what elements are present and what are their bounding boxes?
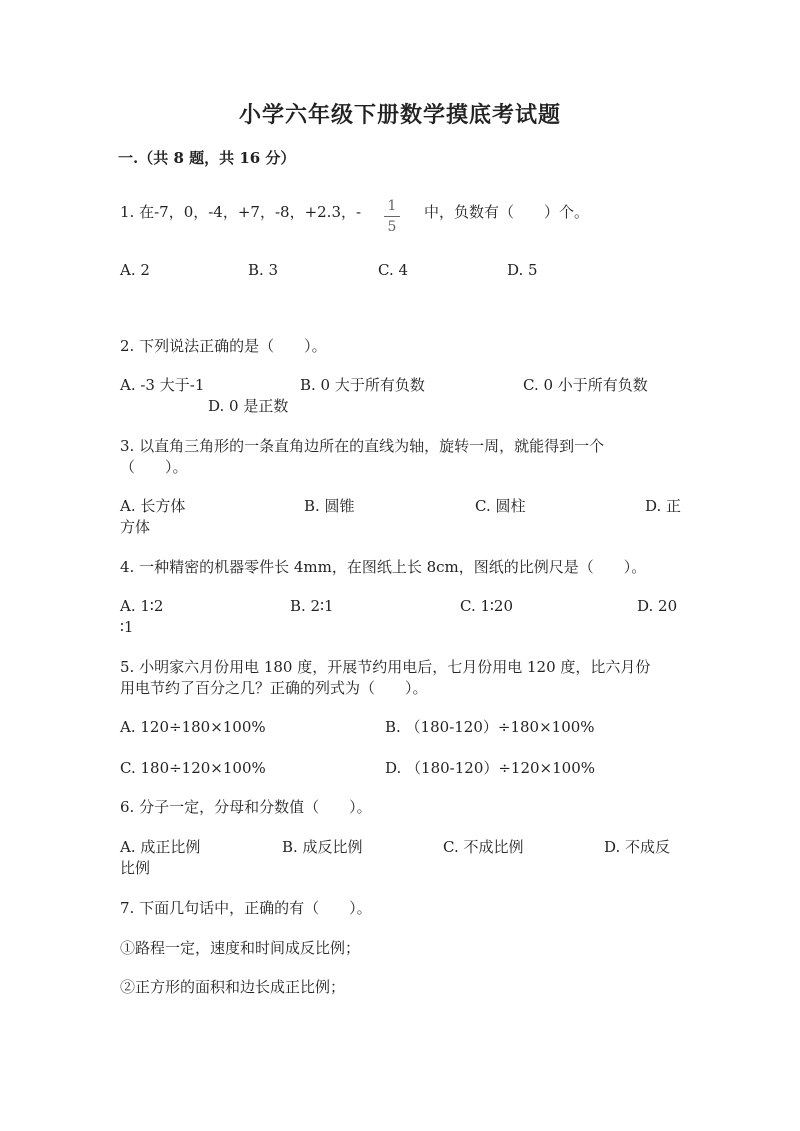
q4-option-d[interactable]: D. 20 bbox=[637, 597, 678, 615]
q1-fraction-numerator: 1 bbox=[387, 198, 397, 214]
q6-option-d-wrap: 比例 bbox=[120, 859, 151, 877]
q6-option-d[interactable]: D. 不成反 bbox=[604, 838, 671, 856]
q6-option-b[interactable]: B. 成反比例 bbox=[282, 838, 363, 856]
q3-stem-line2: （ ）。 bbox=[120, 458, 188, 476]
q1-option-b[interactable]: B. 3 bbox=[248, 261, 279, 279]
q1-fraction bbox=[382, 198, 402, 235]
section-heading: 一.（共 8 题，共 16 分） bbox=[118, 149, 296, 167]
fraction-bar bbox=[384, 216, 400, 217]
q3-option-d[interactable]: D. 正 bbox=[645, 497, 682, 515]
q3-option-d-wrap: 方体 bbox=[120, 518, 151, 536]
q5-option-d[interactable]: D. （180-120）÷120×100% bbox=[385, 759, 596, 777]
q2-option-d[interactable]: D. 0 是正数 bbox=[208, 397, 289, 415]
q5-option-c[interactable]: C. 180÷120×100% bbox=[120, 759, 266, 777]
q6-option-c[interactable]: C. 不成比例 bbox=[443, 838, 524, 856]
q4-stem: 4. 一种精密的机器零件长 4mm，在图纸上长 8cm，图纸的比例尺是（ ）。 bbox=[120, 558, 647, 576]
q5-option-b[interactable]: B. （180-120）÷180×100% bbox=[385, 718, 595, 736]
q4-option-d-wrap: ∶1 bbox=[120, 618, 134, 636]
q3-option-c[interactable]: C. 圆柱 bbox=[475, 497, 526, 515]
q1-stem-tail: 中，负数有（ ）个。 bbox=[424, 203, 590, 221]
q6-stem: 6. 分子一定，分母和分数值（ ）。 bbox=[120, 798, 372, 816]
q6-option-a[interactable]: A. 成正比例 bbox=[120, 838, 201, 856]
q1-option-c[interactable]: C. 4 bbox=[378, 261, 409, 279]
q1-option-a[interactable]: A. 2 bbox=[120, 261, 150, 279]
q4-option-c[interactable]: C. 1∶20 bbox=[460, 597, 514, 615]
q2-stem: 2. 下列说法正确的是（ ）。 bbox=[120, 337, 327, 355]
page-title: 小学六年级下册数学摸底考试题 bbox=[238, 102, 561, 128]
q5-stem-line2: 用电节约了百分之几？正确的列式为（ ）。 bbox=[120, 679, 428, 697]
q1-stem: 1. 在-7，0，-4，+7，-8，+2.3，- bbox=[120, 203, 362, 221]
q7-item-2: ②正方形的面积和边长成正比例； bbox=[120, 978, 346, 996]
q2-option-c[interactable]: C. 0 小于所有负数 bbox=[523, 376, 648, 394]
q3-option-a[interactable]: A. 长方体 bbox=[120, 497, 186, 515]
q1-option-d[interactable]: D. 5 bbox=[507, 261, 538, 279]
q4-option-b[interactable]: B. 2∶1 bbox=[290, 597, 334, 615]
q7-stem: 7. 下面几句话中，正确的有（ ）。 bbox=[120, 899, 372, 917]
q2-option-b[interactable]: B. 0 大于所有负数 bbox=[300, 376, 425, 394]
q3-option-b[interactable]: B. 圆锥 bbox=[304, 497, 355, 515]
q2-option-a[interactable]: A. -3 大于-1 bbox=[120, 376, 205, 394]
q1-fraction-denominator: 5 bbox=[387, 219, 397, 235]
q4-option-a[interactable]: A. 1∶2 bbox=[120, 597, 164, 615]
q3-stem-line1: 3. 以直角三角形的一条直角边所在的直线为轴，旋转一周，就能得到一个 bbox=[120, 437, 605, 455]
q5-stem-line1: 5. 小明家六月份用电 180 度，开展节约用电后，七月份用电 120 度，比六月份 bbox=[120, 658, 651, 676]
q5-option-a[interactable]: A. 120÷180×100% bbox=[120, 718, 266, 736]
q7-item-1: ①路程一定，速度和时间成反比例； bbox=[120, 939, 361, 957]
